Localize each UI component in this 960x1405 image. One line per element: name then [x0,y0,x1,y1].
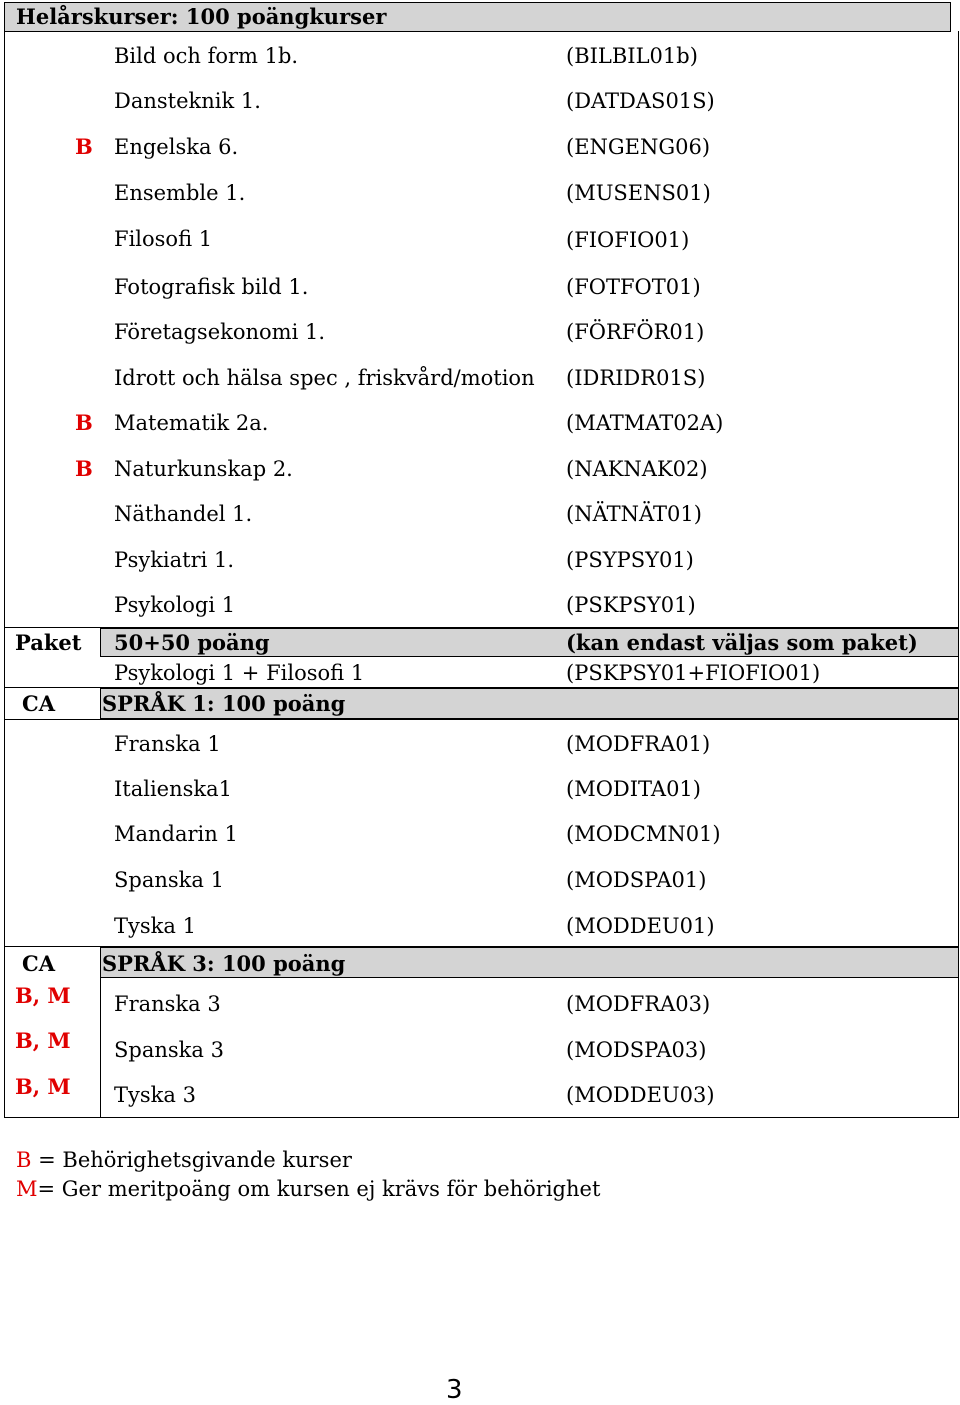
course-name: Spanska 1 [114,868,224,892]
course-code: (MODDEU03) [566,1083,715,1107]
course-code: (MATMAT02A) [566,411,724,435]
paket-course-code: (PSKPSY01+FIOFIO01) [566,661,821,685]
legend-m-key: M [16,1177,38,1201]
course-code: (FOTFOT01) [566,275,701,299]
course-mark: B, M [15,1028,71,1053]
sprak3-title: SPRÅK 3: 100 poäng [102,951,346,976]
course-name: Psykiatri 1. [114,548,235,572]
course-name: Idrott och hälsa spec , friskvård/motion [114,366,535,390]
course-name: Fotografisk bild 1. [114,275,309,299]
course-code: (IDRIDR01S) [566,366,706,390]
course-name: Ensemble 1. [114,181,246,205]
sprak3-column-divider [100,978,101,1117]
course-name: Engelska 6. [114,135,239,159]
course-mark: B, M [15,1074,71,1099]
legend-b-text: = Behörighetsgivande kurser [31,1148,352,1172]
course-code: (PSKPSY01) [566,593,696,617]
course-code: (NAKNAK02) [566,457,708,481]
page-number: 3 [446,1375,463,1405]
course-code: (FIOFIO01) [566,228,690,252]
course-mark: B [75,456,93,481]
course-name: Bild och form 1b. [114,44,299,68]
course-code: (DATDAS01S) [566,89,715,113]
page-title: Helårskurser: 100 poängkurser [16,4,387,29]
course-code: (FÖRFÖR01) [566,320,705,344]
course-name: Näthandel 1. [114,502,253,526]
course-code: (NÄTNÄT01) [566,502,702,526]
legend-m-text: = Ger meritpoäng om kursen ej krävs för behörighet [37,1177,601,1201]
course-name: Franska 3 [114,992,221,1016]
legend-b-line [16,1147,352,1173]
course-code: (MODSPA01) [566,868,707,892]
frame-bottom-border [4,1117,959,1118]
course-name: Dansteknik 1. [114,89,261,113]
sprak1-label: CA [22,691,56,716]
paket-course-name: Psykologi 1 + Filosofi 1 [114,661,365,685]
course-code: (ENGENG06) [566,135,711,159]
sprak1-title: SPRÅK 1: 100 poäng [102,691,346,716]
course-name: Tyska 1 [114,914,196,938]
frame-left-border [4,31,5,1118]
legend-m-line [16,1176,600,1202]
course-code: (MODFRA01) [566,732,711,756]
course-name: Italienska1 [114,777,233,801]
sprak3-label: CA [22,951,56,976]
course-code: (MODSPA03) [566,1038,707,1062]
course-name: Psykologi 1 [114,593,236,617]
course-name: Filosofi 1 [114,227,213,251]
sprak1-title-border [4,719,959,720]
course-code: (MODFRA03) [566,992,711,1016]
course-mark: B [75,134,93,159]
paket-title: 50+50 poäng [114,630,270,655]
course-code: (MODITA01) [566,777,701,801]
paket-label: Paket [15,630,82,655]
legend-b-key: B [16,1148,32,1172]
paket-note: (kan endast väljas som paket) [566,630,918,655]
course-name: Matematik 2a. [114,411,269,435]
course-name: Naturkunskap 2. [114,457,293,481]
course-code: (MODCMN01) [566,822,721,846]
course-name: Tyska 3 [114,1083,196,1107]
course-mark: B [75,410,93,435]
course-name: Spanska 3 [114,1038,224,1062]
course-name: Företagsekonomi 1. [114,320,326,344]
course-code: (PSYPSY01) [566,548,694,572]
course-code: (MODDEU01) [566,914,715,938]
course-code: (BILBIL01b) [566,44,698,68]
course-code: (MUSENS01) [566,181,711,205]
course-mark: B, M [15,983,71,1008]
course-name: Mandarin 1 [114,822,238,846]
course-name: Franska 1 [114,732,221,756]
